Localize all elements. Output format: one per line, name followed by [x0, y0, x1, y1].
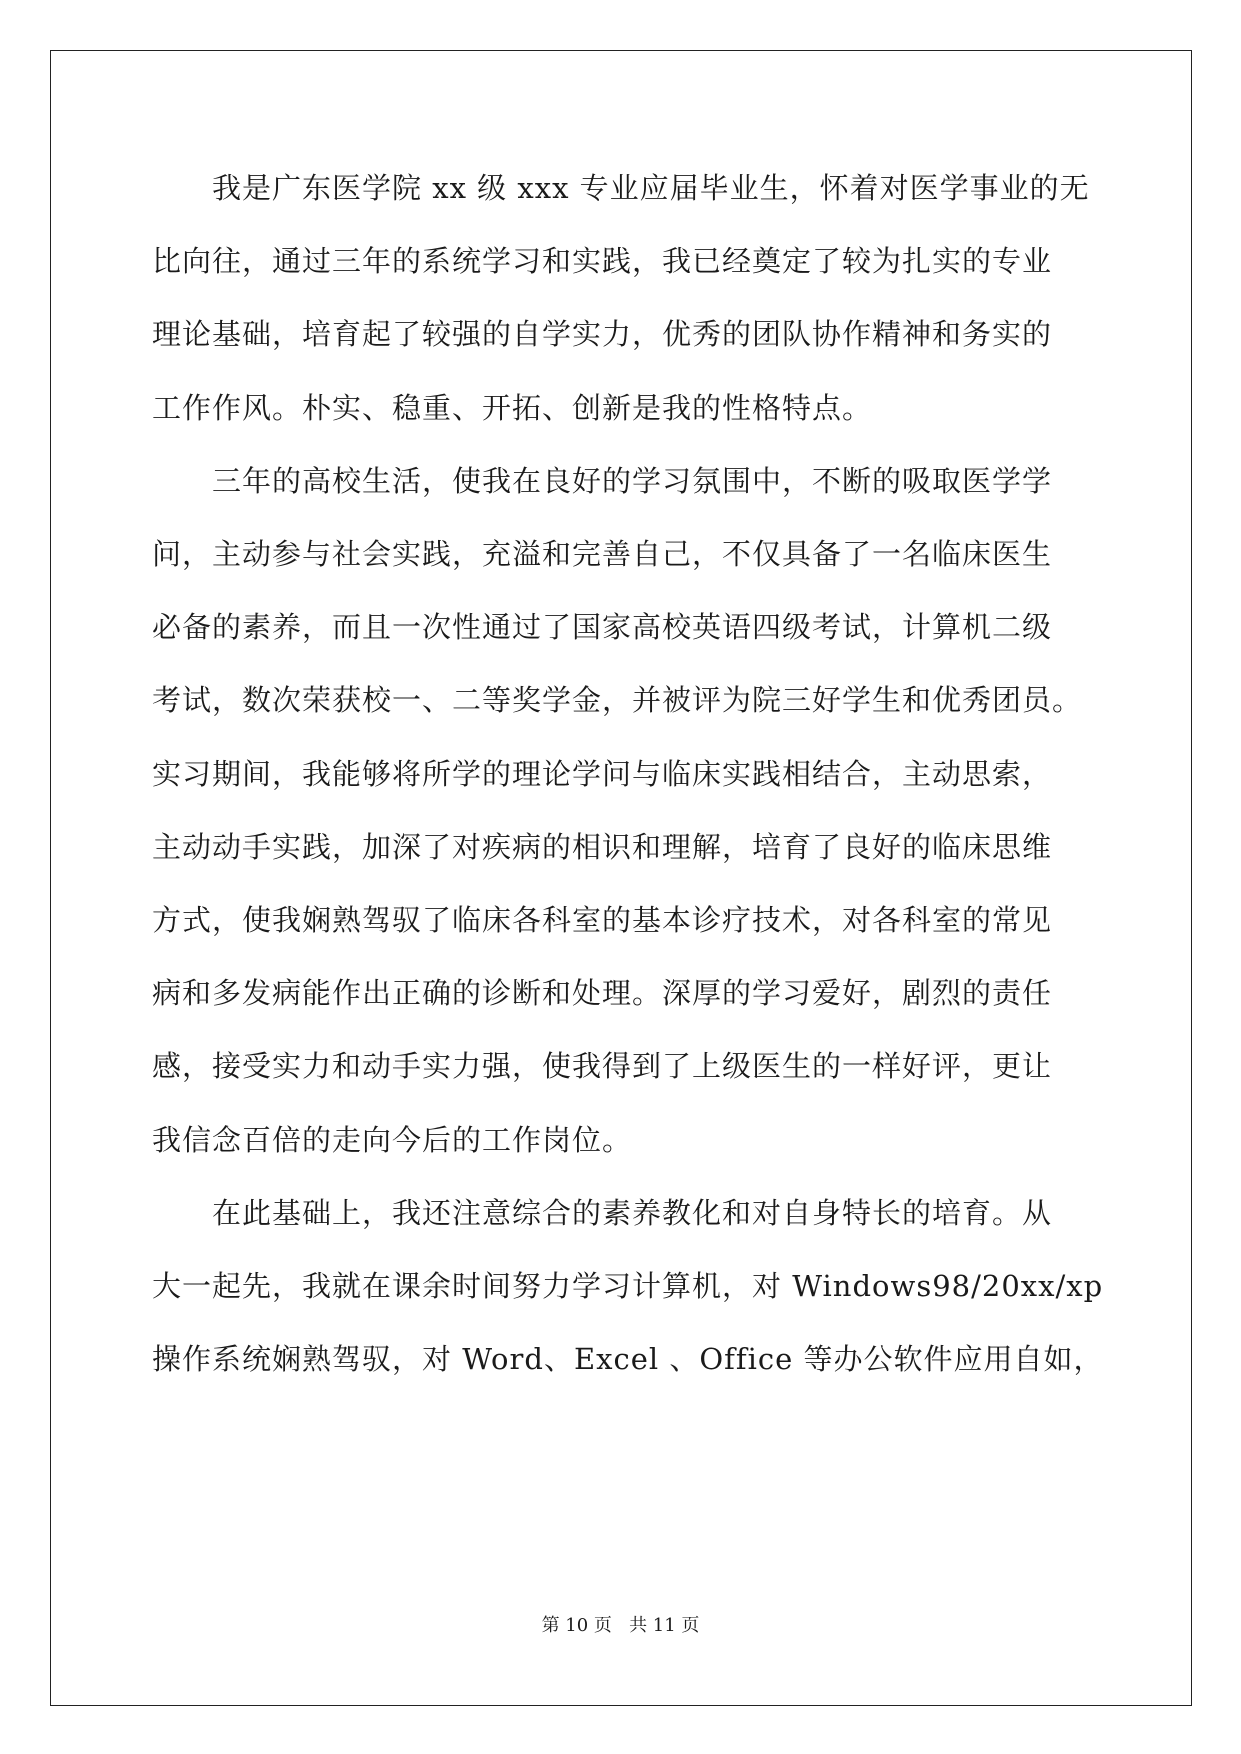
- text-line: 病和多发病能作出正确的诊断和处理。深厚的学习爱好，剧烈的责任: [152, 976, 1053, 1011]
- text-line: 大一起先，我就在课余时间努力学习计算机，对 Windows98/20xx/xp: [152, 1269, 1104, 1303]
- text-line: 比向往，通过三年的系统学习和实践，我已经奠定了较为扎实的专业: [152, 244, 1053, 279]
- text-line: 工作作风。朴实、稳重、开拓、创新是我的性格特点。: [152, 390, 873, 425]
- page-footer: 第 10 页 共 11 页: [541, 1615, 700, 1636]
- text-line: 实习期间，我能够将所学的理论学问与临床实践相结合，主动思索，: [152, 756, 1053, 791]
- text-line: 理论基础，培育起了较强的自学实力，优秀的团队协作精神和务实的: [152, 317, 1053, 352]
- text-line: 问，主动参与社会实践，充溢和完善自己，不仅具备了一名临床医生: [152, 537, 1053, 571]
- text-line: 操作系统娴熟驾驭，对 Word、Excel 、Office 等办公软件应用自如，: [152, 1342, 1104, 1377]
- text-line: 方式，使我娴熟驾驭了临床各科室的基本诊疗技术，对各科室的常见: [152, 903, 1053, 937]
- text-line: 感，接受实力和动手实力强，使我得到了上级医生的一样好评，更让: [152, 1049, 1053, 1084]
- text-line: 我信念百倍的走向今后的工作岗位。: [152, 1122, 633, 1157]
- text-line: 我是广东医学院 xx 级 xxx 专业应届毕业生，怀着对医学事业的无: [212, 171, 1090, 205]
- page-border: [50, 50, 1192, 1706]
- text-line: 考试，数次荣获校一、二等奖学金，并被评为院三好学生和优秀团员。: [152, 683, 1083, 718]
- text-line: 必备的素养，而且一次性通过了国家高校英语四级考试，计算机二级: [152, 610, 1053, 645]
- text-line: 主动动手实践，加深了对疾病的相识和理解，培育了良好的临床思维: [152, 829, 1053, 864]
- text-line: 在此基础上，我还注意综合的素养教化和对自身特长的培育。从: [212, 1195, 1053, 1230]
- text-line: 三年的高校生活，使我在良好的学习氛围中，不断的吸取医学学: [212, 463, 1053, 498]
